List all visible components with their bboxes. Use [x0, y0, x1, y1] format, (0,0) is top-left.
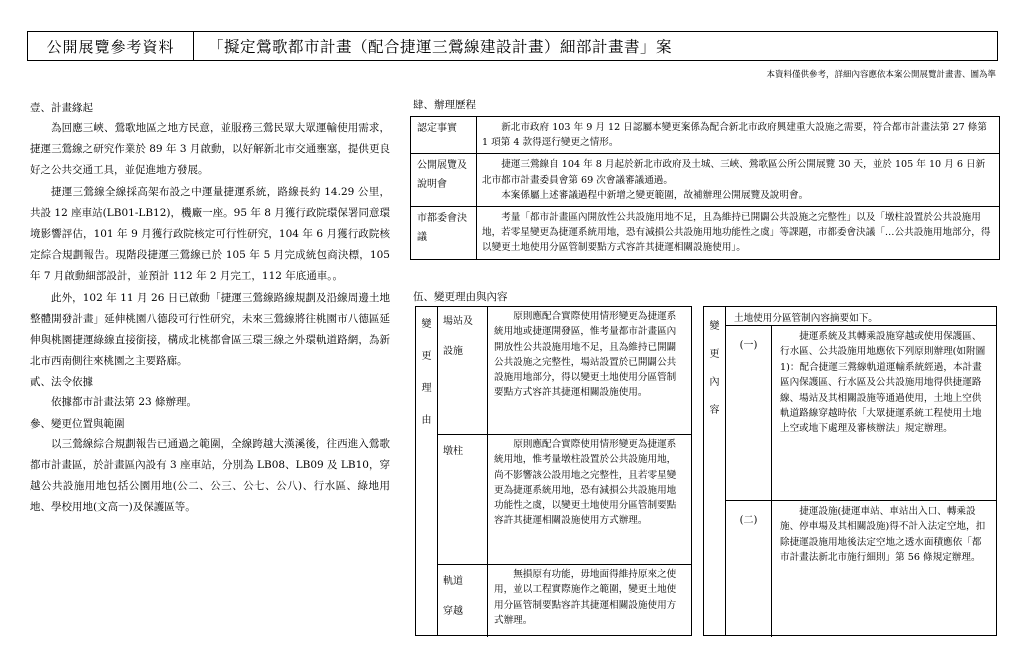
reason-row-pier [438, 435, 691, 565]
reason-row-track [438, 565, 691, 637]
content-number: (二) [726, 501, 772, 637]
section-1-para-2: 捷運三鶯線全線採高架布設之中運量捷運系統，路線長約 14.29 公里，共設 12 座車站(LB01-LB12)，機廠一座。95 年 8 月獲行政院環保署同意環境影響評估，101 年 9 月獲行政院核定可行性研究，104 年 6 月獲行政院核定綜合規劃報告。現階段捷運三鶯線已於 105 年 5 月完成統包商決標，105 年 7 月啟動細部設計，並預計 112 年 2 月完工，112 年底通車。。 [30, 185, 390, 283]
section-5-heading: 伍、變更理由與內容 [413, 291, 508, 303]
reason-text: 原則應配合實際使用情形變更為捷運系統用地或捷運開發區，惟考量都市計畫區內開放性公共設施用地不足，且為維持已開闢公共設施之完整性，場站設置於已開闢公共設施用地部分，得以變更土地使用分區管制要點方式容許其捷運相關設施使用。 [494, 311, 677, 399]
content-number: (一) [726, 326, 772, 500]
section-1-para-1: 為回應三峽、鶯歌地區之地方民意，並服務三鶯民眾大眾運輸使用需求，捷運三鶯線之研究作業於 89 年 3 月啟動，以好解新北市交通壅塞，提供更良好之公共交通工具，並促進地方發展。 [30, 122, 390, 177]
header-title: 「擬定鶯歌都市計畫（配合捷運三鶯線建設計畫）細部計畫書」案 [208, 38, 673, 56]
history-label: 市都委會決議 [411, 207, 477, 260]
change-reasons-box [415, 306, 692, 636]
section-1-para-3: 此外，102 年 11 月 26 日已啟動「捷運三鶯線路線規劃及沿線周邊土地整體開發計畫」延伸桃園八德段可行性研究，未來三鶯線將往桃園市八德區延伸與桃園捷運綠線直接銜接，構成北桃都會區三環三線之外環軌道路網，為新北市西南側往來桃園之主要路廊。 [30, 291, 390, 368]
section-1-heading: 壹、計畫緣起 [30, 102, 93, 114]
history-label: 認定事實 [411, 117, 477, 154]
left-column [30, 98, 390, 518]
reason-label: 場站及 設施 [438, 307, 488, 434]
content-vertical-label: 變 更 內 容 [704, 307, 726, 635]
content-intro: 土地使用分區管制內容摘要如下。 [734, 313, 878, 324]
history-label: 公開展覽及說明會 [411, 154, 477, 207]
section-3-heading: 參、變更位置與範圍 [30, 417, 125, 430]
reason-label: 軌道 穿越 [438, 565, 488, 637]
disclaimer-note: 本資料僅供參考，詳細內容應依本案公開展覽計畫書、圖為準 [766, 70, 996, 80]
history-text: 考量「都市計畫區內開放性公共設施用地不足，且為維持已開闢公共設施之完整性」以及「墩柱設置於公共設施用地，若零星變更為捷運系統用地，恐有減損公共設施用地功能性之虞」等課題，市都委會決議「…公共設施用地部分，得以變更土地使用分區管制要點方式容許其捷運相關設施使用」。 [477, 207, 1000, 260]
reason-text: 原則應配合實際使用情形變更為捷運系統用地，惟考量墩柱設置於公共設施用地，尚不影響該公設用地之完整性，且若零星變更為捷運系統用地，恐有減損公共設施用地功能性之虞，以變更土地使用分區管制要點容許其捷運相關設施使用方式辦理。 [494, 439, 677, 527]
section-2-heading: 貳、法令依據 [30, 376, 93, 389]
content-item-1 [726, 325, 996, 501]
document-header [27, 31, 998, 61]
table-row [411, 207, 1000, 260]
section-3-para-1: 以三鶯線綜合規劃報告已通過之範圍，全線跨越大漢溪後，往西進入鶯歌都市計畫區，於計畫區內設有 3 座車站，分別為 LB08、LB09 及 LB10，穿越公共設施用地包括公園用地(公二、公三、公七、公八)、行水區、綠地用地、學校用地(文高一)及保護區等。 [30, 437, 390, 514]
reason-vertical-label: 變 更 理 由 [416, 307, 438, 635]
history-table [410, 116, 1000, 260]
section-2-para-1: 依據都市計畫法第 23 條辦理。 [51, 396, 198, 409]
history-text: 新北市政府 103 年 9 月 12 日認屬本變更案係為配合新北市政府興建重大設施之需要，符合都市計畫法第 27 條第 1 項第 4 款得逕行變更之情形。 [477, 117, 1000, 154]
header-label: 公開展覽參考資料 [28, 32, 194, 60]
reason-row-station [438, 307, 691, 435]
change-contents-box [703, 306, 997, 636]
content-item-2 [726, 501, 996, 637]
table-row [411, 154, 1000, 207]
content-text: 捷運設施(捷運車站、車站出入口、轉乘設施、停車場及其相關設施)得不計入法定空地，扣除捷運設施用地後法定空地之透水面積應依「都市計畫法新北市施行細則」第 56 條規定辦理。 [780, 506, 986, 564]
content-text: 捷運系統及其轉乘設施穿越或使用保護區、行水區、公共設施用地應依下列原則辦理(如附圖 1)：配合捷運三鶯線軌道運輸系統經過，本計畫區內保護區、行水區及公共設施用地得供捷運路線、場站及其相關設施等通過使用，土地上空供軌道路線穿越時依「大眾捷運系統工程使用土地上空或地下處理及審核辦法」規定辦理。 [780, 331, 986, 435]
section-4-heading: 肆、辦理歷程 [413, 99, 476, 111]
reason-text: 無損原有功能，毋地面得維持原來之使用，並以工程實際施作之範圍，變更土地使用分區管制要點容許其捷運相關設施使用方式辦理。 [494, 569, 677, 626]
table-row [411, 117, 1000, 154]
history-text: 捷運三鶯線自 104 年 8 月起於新北市政府及土城、三峽、鶯歌區公所公開展覽 30 天，並於 105 年 10 月 6 日新北市都市計畫委員會第 69 次會議審議通過。 本案係屬上述審議過程中新增之變更範圍，故補辦理公開展覽及說明會。 [477, 154, 1000, 207]
reason-label: 墩柱 [438, 435, 488, 564]
